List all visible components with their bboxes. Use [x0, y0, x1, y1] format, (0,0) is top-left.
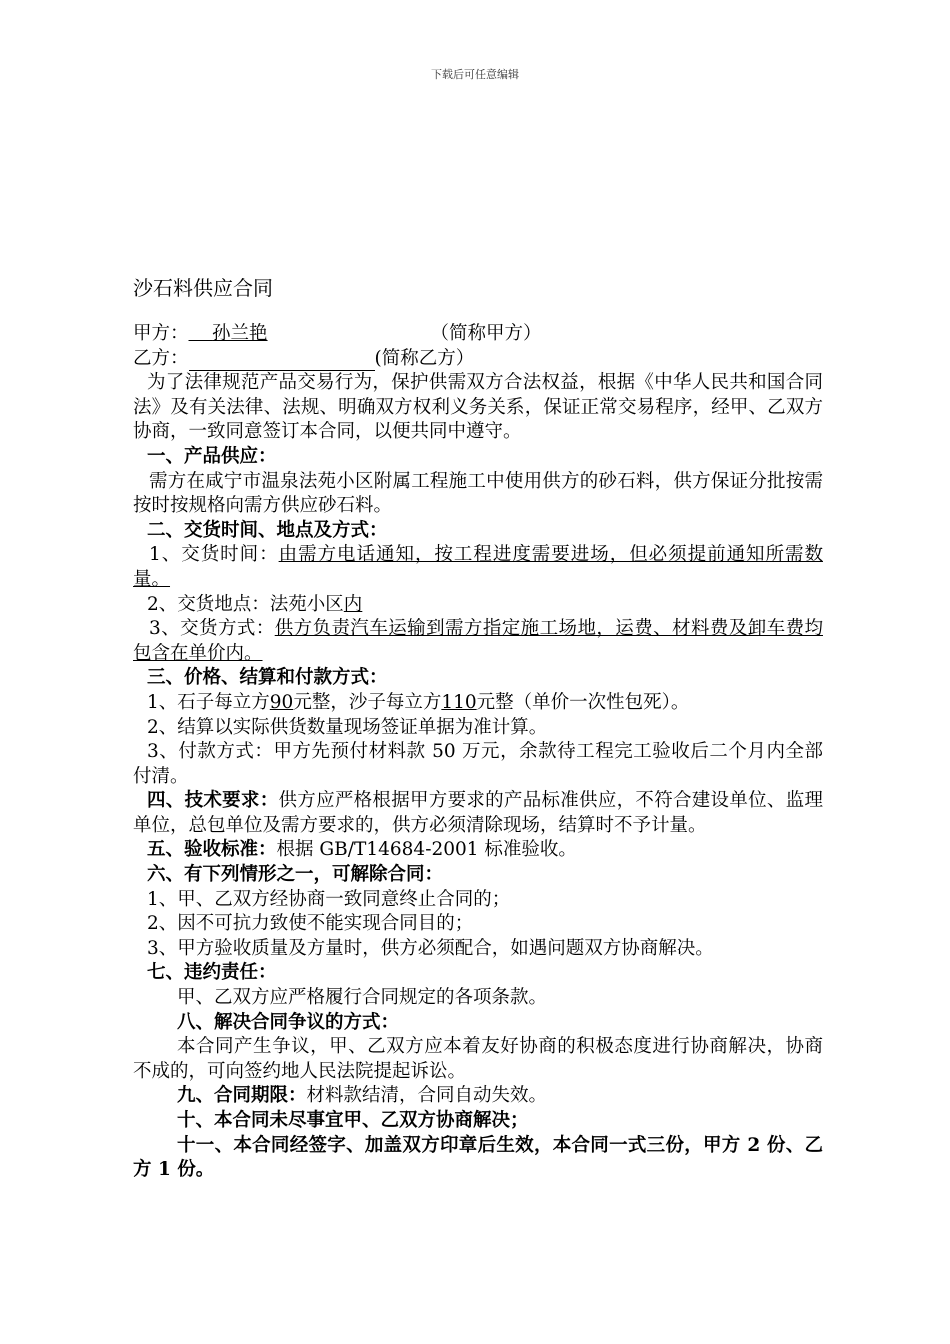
party-b-line [133, 347, 823, 372]
price-item [133, 691, 823, 716]
settlement-item: 2、结算以实际供货数量现场签证单据为准计算。 [147, 716, 548, 738]
section-5-text: 根据 GB/T14684-2001 标准验收。 [276, 839, 577, 861]
price-text-a: 1、石子每立方 [147, 691, 270, 713]
section-4-text: 供方应严格根据甲方要求的产品标准供应，不符合建设单位、监理单位，总包单位及需方要求的，供方必须清除现场，结算时不予计量。 [133, 790, 823, 836]
delivery-method-label: 3、交货方式： [149, 618, 275, 640]
section-6-item: 3、甲方验收质量及方量时，供方必须配合，如遇问题双方协商解决。 [147, 937, 714, 959]
section-11-heading: 十一、本合同经签字、加盖双方印章后生效，本合同一式三份，甲方 2 份、乙方 1 份。 [133, 1134, 823, 1181]
stone-price: 90 [269, 691, 294, 713]
delivery-time-value: 由需方电话通知，按工程进度需要进场，但必须提前通知所需数量。 [133, 544, 823, 590]
section-5 [133, 838, 823, 863]
party-a-name: 孙兰艳 [212, 323, 268, 344]
section-1-text: 需方在咸宁市温泉法苑小区附属工程施工中使用供方的砂石料，供方保证分批按需按时按规格向需方供应砂石料。 [133, 470, 823, 517]
section-9 [133, 1084, 823, 1109]
intro-paragraph: 为了法律规范产品交易行为，保护供需双方合法权益，根据《中华人民共和国合同法》及有关法律、法规、明确双方权利义务关系，保证正常交易程序，经甲、乙双方协商，一致同意签订本合同，以便共同中遵守。 [133, 372, 823, 443]
document-title: 沙石料供应合同 [133, 276, 273, 300]
party-b-name-blank [189, 350, 375, 371]
section-1-heading: 一、产品供应： [147, 445, 277, 467]
delivery-method-item [133, 617, 823, 666]
section-6-item: 1、甲、乙双方经协商一致同意终止合同的； [147, 888, 511, 910]
delivery-time-item [133, 543, 823, 592]
delivery-place-value-suffix: 内 [343, 593, 363, 615]
section-9-text: 材料款结清，合同自动失效。 [306, 1085, 548, 1107]
section-5-heading: 五、验收标准： [147, 839, 277, 861]
section-8-text: 本合同产生争议，甲、乙双方应本着友好协商的积极态度进行协商解决，协商不成的，可向签约地人民法院提起诉讼。 [133, 1036, 823, 1082]
section-2-heading: 二、交货时间、地点及方式： [147, 519, 388, 541]
party-a-line [133, 322, 823, 347]
party-b-suffix: (简称乙方） [374, 347, 475, 369]
party-b-label: 乙方： [133, 347, 189, 369]
section-8-heading: 八、解决合同争议的方式： [177, 1011, 400, 1033]
delivery-method-value: 供方负责汽车运输到需方指定施工场地，运费、材料费及卸车费均包含在单价内。 [133, 618, 823, 664]
page-header: 下载后可任意编辑 [431, 68, 519, 81]
price-text-b: 元整，沙子每立方 [293, 691, 442, 713]
section-6-heading: 六、有下列情形之一，可解除合同： [147, 864, 444, 886]
party-a-suffix: （简称甲方） [430, 323, 542, 344]
section-6-item: 2、因不可抗力致使不能实现合同目的； [147, 913, 474, 935]
payment-item: 3、付款方式：甲方先预付材料款 50 万元，余款待工程完工验收后二个月内全部付清。 [133, 741, 823, 787]
section-4-heading: 四、技术要求： [147, 790, 279, 812]
price-text-c: 元整（单价一次性包死）。 [476, 691, 690, 713]
section-10-heading: 十、本合同未尽事宜甲、乙双方协商解决； [177, 1110, 529, 1131]
document-body [133, 322, 823, 1183]
party-a-label: 甲方： [133, 323, 189, 344]
section-4 [133, 789, 823, 838]
delivery-time-label: 1、交货时间： [149, 544, 279, 566]
section-9-heading: 九、合同期限： [177, 1085, 307, 1107]
party-a-name-field [189, 322, 431, 347]
section-3-heading: 三、价格、结算和付款方式： [147, 667, 388, 689]
section-7-text: 甲、乙双方应严格履行合同规定的各项条款。 [177, 987, 548, 1009]
delivery-place-label: 2、交货地点： [147, 593, 270, 615]
delivery-place-value: 法苑小区 [269, 593, 344, 615]
sand-price: 110 [441, 691, 477, 713]
section-7-heading: 七、违约责任： [147, 962, 277, 984]
delivery-place-item [133, 593, 823, 618]
